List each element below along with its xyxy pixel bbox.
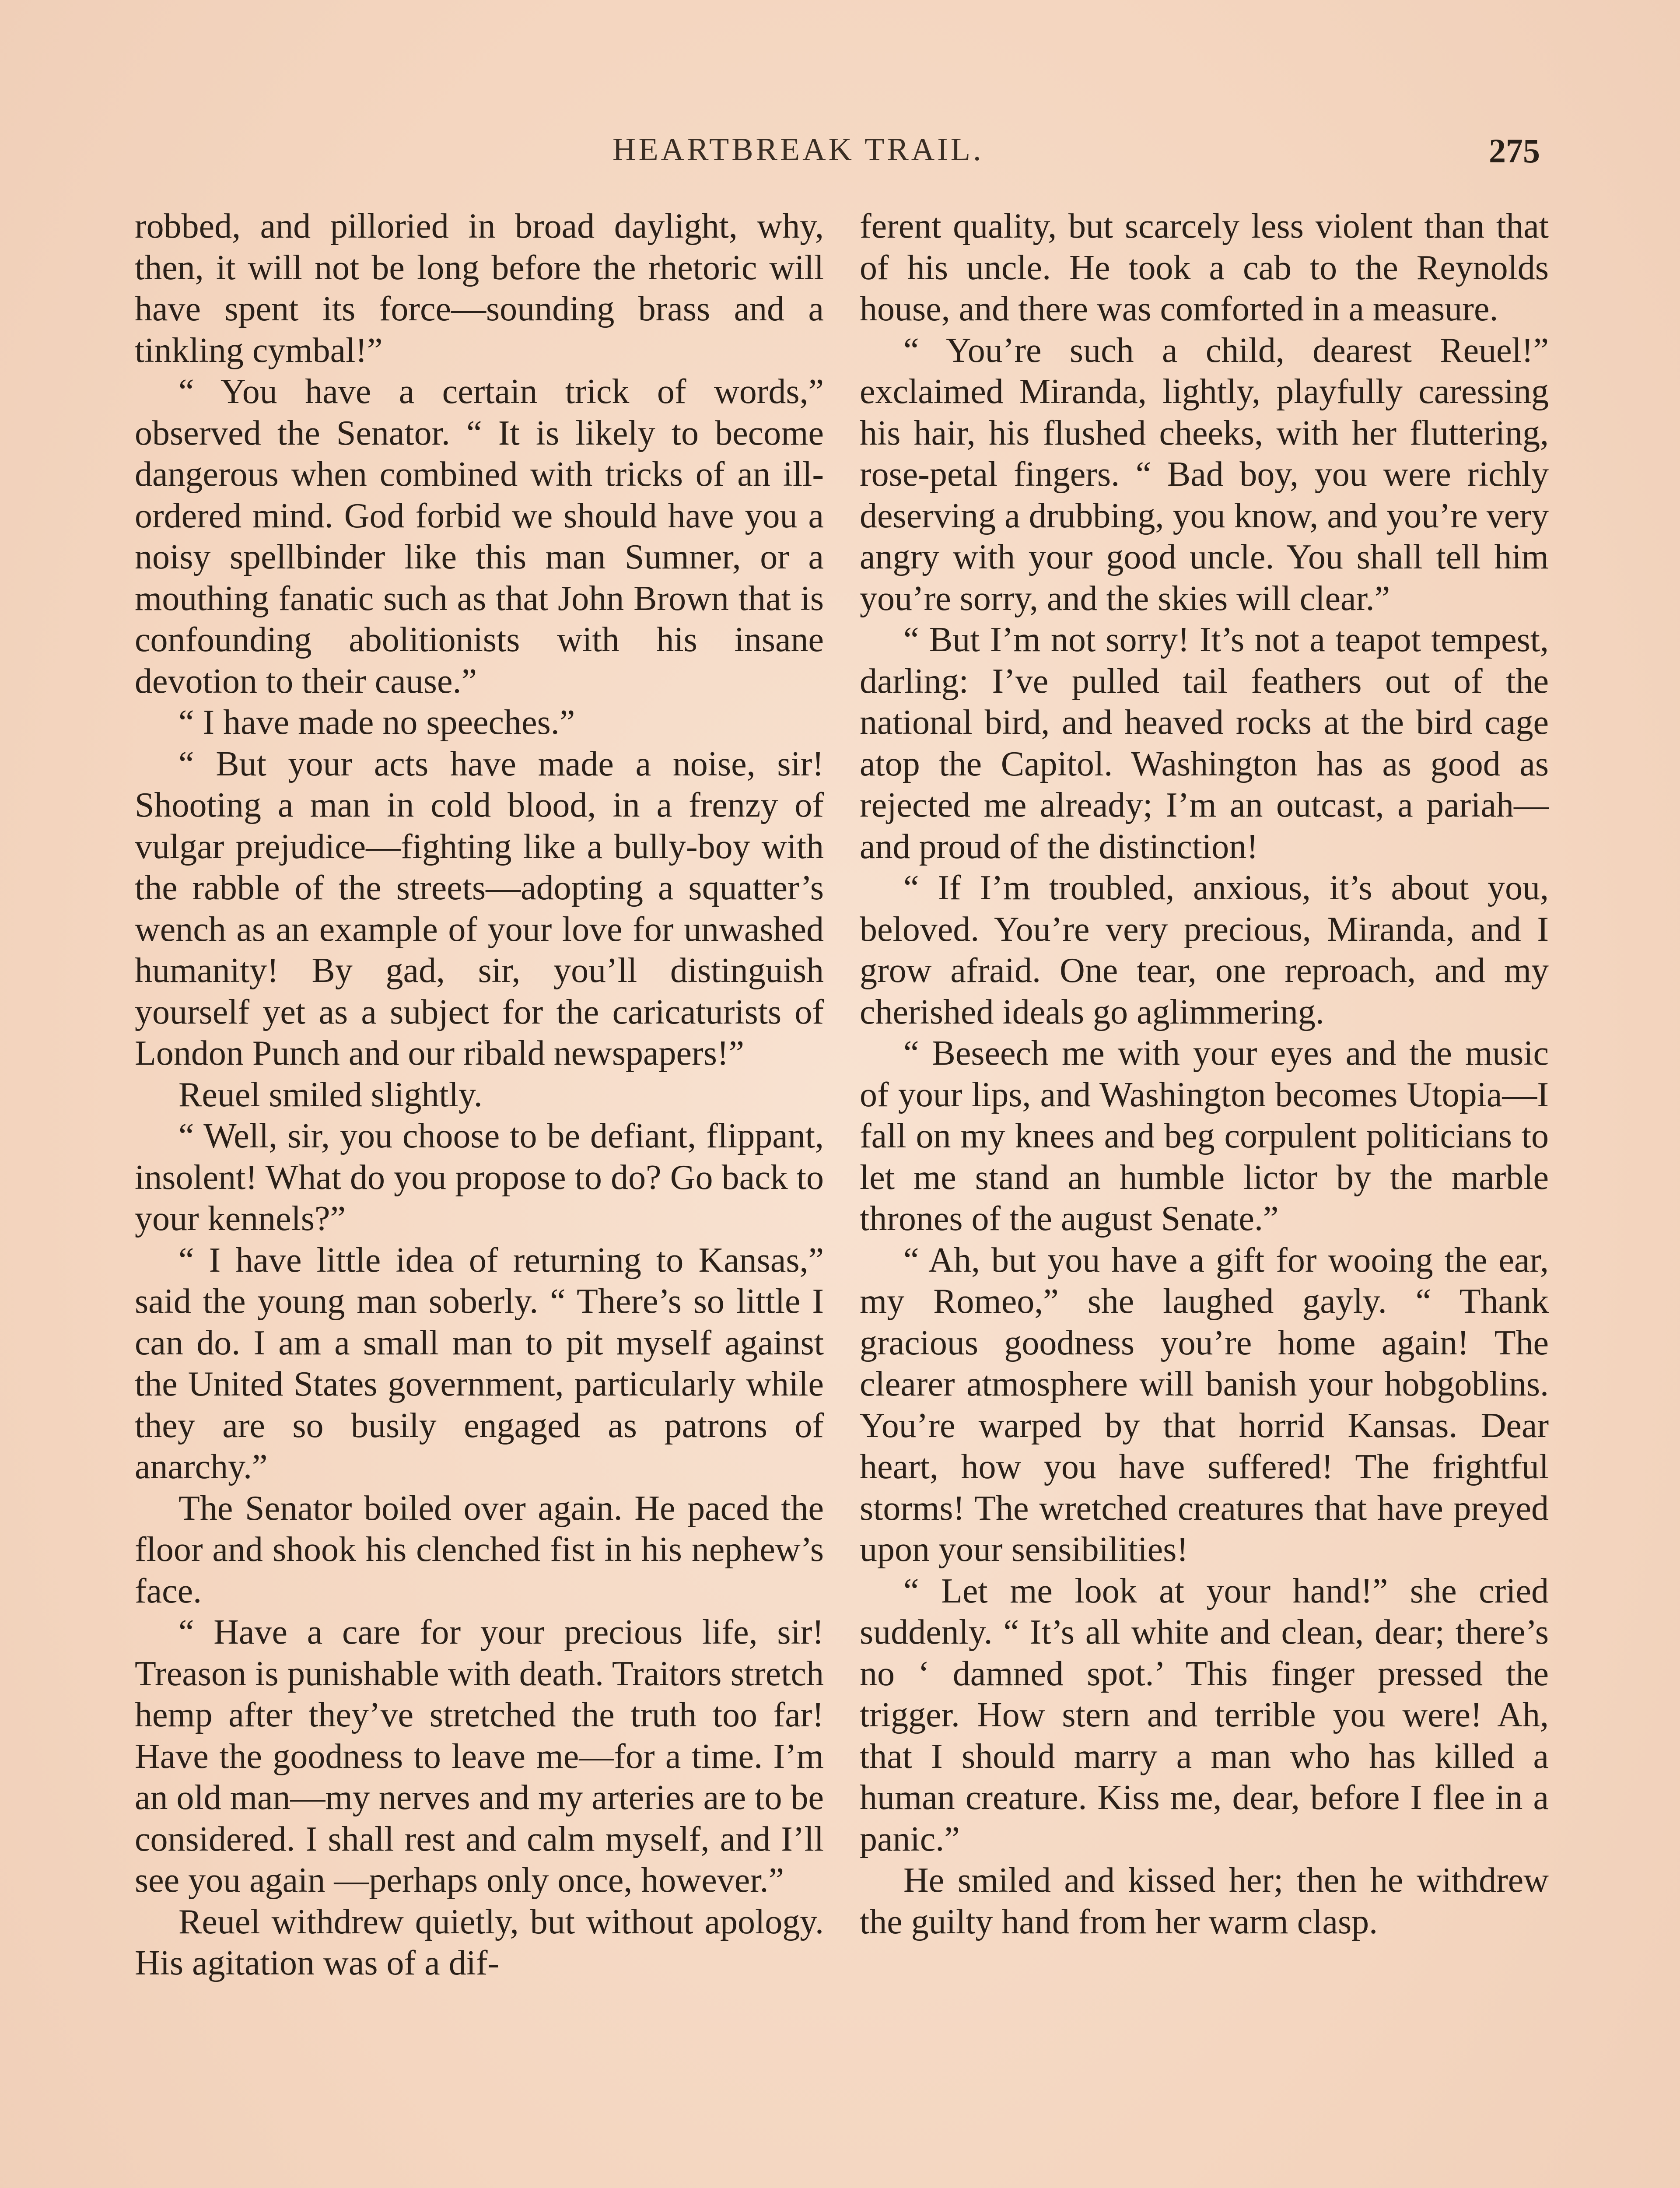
page-number: 275 (1489, 132, 1540, 170)
paragraph: robbed, and pilloried in broad daylight, why, then, it will not be long before the rhetoric will have spent its force—sounding brass and a tinkling cymbal!” (135, 207, 824, 370)
paragraph: “ You have a certain trick of words,” observed the Senator. “ It is likely to become dangerous when combined with tricks of an ill-ordered mind. God forbid we should have you a noisy spellbinder like this man Sumner, or a mouthing fanatic such as that John Brown that is confounding abolitionists with his insane devotion to their cause.” (135, 372, 824, 701)
right-column (860, 206, 1549, 1943)
paragraph: He smiled and kissed her; then he withdrew the guilty hand from her warm clasp. (860, 1861, 1549, 1941)
paragraph: “ Beseech me with your eyes and the music of your lips, and Washington becomes Utopia—I fall on my knees and beg corpulent politicians to let me stand an humble lictor by the marble thrones of the august Senate.” (860, 1034, 1549, 1238)
paragraph: “ Ah, but you have a gift for wooing the ear, my Romeo,” she laughed gayly. “ Thank gracious goodness you’re home again! The clearer atmosphere will banish your hobgoblins. You’re warped by that horrid Kansas. Dear heart, how you have suffered! The frightful storms! The wretched creatures that have preyed upon your sensibilities! (860, 1241, 1549, 1569)
left-column (135, 206, 824, 1984)
running-title: HEARTBREAK TRAIL. (612, 132, 984, 168)
paragraph: “ But I’m not sorry! It’s not a teapot tempest, darling: I’ve pulled tail feathers out of the national bird, and heaved rocks at the bird cage atop the Capitol. Washington has as good as rejected me already; I’m an outcast, a pariah— and proud of the distinction! (860, 621, 1549, 866)
paragraph: “ Have a care for your precious life, sir! Treason is punishable with death. Traitors stretch hemp after they’ve stretched the truth too far! Have the goodness to leave me—for a time. I’m an old man—my nerves and my arteries are to be considered. I shall rest and calm myself, and I’ll see you again —perhaps only once, however.” (135, 1613, 824, 1900)
paragraph: “ I have made no speeches.” (178, 703, 575, 742)
paragraph: “ I have little idea of returning to Kansas,” said the young man soberly. “ There’s so little I can do. I am a small man to pit myself against the United States government, particularly while they are so busily engaged as patrons of anarchy.” (135, 1241, 824, 1486)
paragraph: Reuel withdrew quietly, but without apology. His agitation was of a dif- (135, 1902, 824, 1982)
paragraph: ferent quality, but scarcely less violent than that of his uncle. He took a cab to the Reynolds house, and there was comforted in a measure. (860, 207, 1549, 328)
paragraph: “ You’re such a child, dearest Reuel!” exclaimed Miranda, lightly, playfully caressing his hair, his flushed cheeks, with her fluttering, rose-petal fingers. “ Bad boy, you were richly deserving a drubbing, you know, and you’re very angry with your good uncle. You shall tell him you’re sorry, and the skies will clear.” (860, 331, 1549, 618)
paragraph: Reuel smiled slightly. (178, 1075, 483, 1114)
paragraph: “ But your acts have made a noise, sir! Shooting a man in cold blood, in a frenzy of vulgar prejudice—fighting like a bully-boy with the rabble of the streets—adopting a squatter’s wench as an example of your love for unwashed humanity! By gad, sir, you’ll distinguish yourself yet as a subject for the caricaturists of London Punch and our ribald newspapers!” (135, 744, 824, 1073)
paragraph: “ Let me look at your hand!” she cried suddenly. “ It’s all white and clean, dear; there’s no ‘ damned spot.’ This finger pressed the trigger. How stern and terrible you were! Ah, that I should marry a man who has killed a human creature. Kiss me, dear, before I flee in a panic.” (860, 1571, 1549, 1858)
paragraph: “ If I’m troubled, anxious, it’s about you, beloved. You’re very precious, Miranda, and I grow afraid. One tear, one reproach, and my cherished ideals go aglimmering. (860, 869, 1549, 1031)
paragraph: “ Well, sir, you choose to be defiant, flippant, insolent! What do you propose to do? Go back to your kennels?” (135, 1117, 824, 1238)
paragraph: The Senator boiled over again. He paced the floor and shook his clenched fist in his nephew’s face. (135, 1489, 824, 1610)
